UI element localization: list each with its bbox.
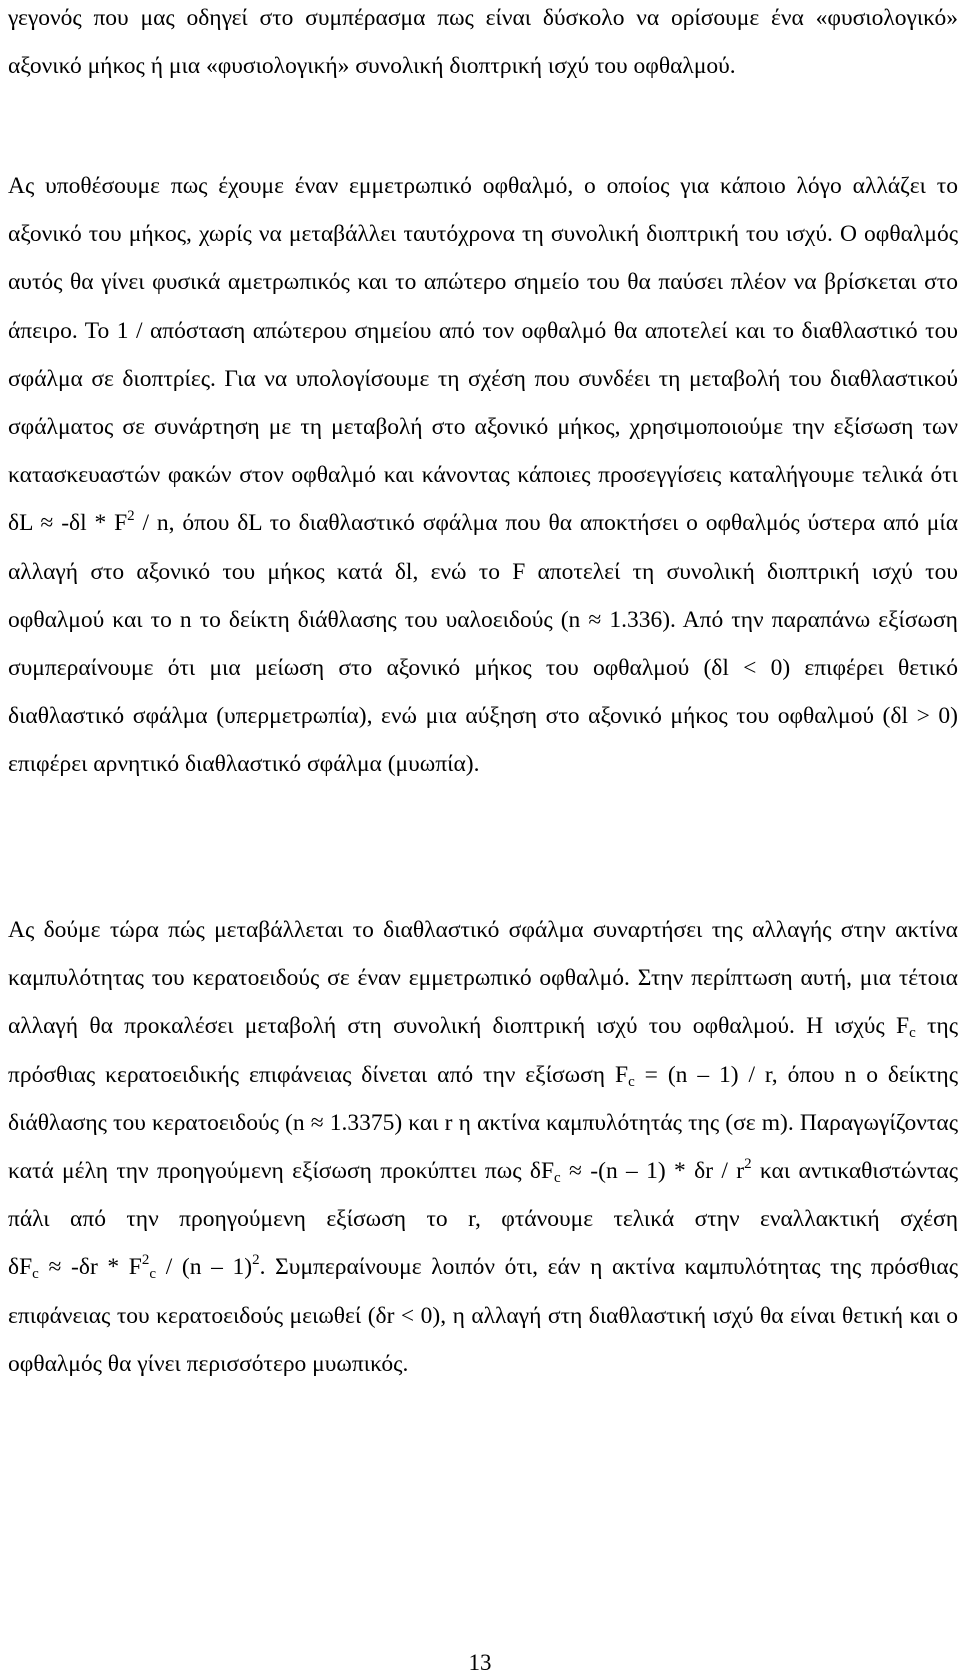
symbol-dF: δF (529, 1158, 555, 1185)
paragraph-2 (8, 162, 958, 789)
paragraph-3-text-d: 1.3375) και r η ακτίνα καμπυλότητάς της (σε m). Παραγωγίζοντας κατά μέλη την προηγούμενη εξίσωση προκύπτει πως (8, 1109, 958, 1185)
index-value: 1.336). (609, 606, 676, 633)
superscript: 2 (744, 1156, 752, 1173)
paragraph-3-text-e: και αντικαθιστώντας πάλι από την προηγούμενη εξίσωση το r, φτάνουμε τελικά στην εναλλακτική σχέση (8, 1158, 959, 1233)
paragraph-3-text-a: Ας δούμε τώρα πώς μεταβάλλεται το διαθλαστικό σφάλμα συναρτήσει της αλλαγής στην ακτίνα καμπυλότητας του κερατοειδούς σε έναν εμμετρωπικό οφθαλμό. Στην περίπτωση αυτή, μια τέτοια αλλαγή θα προκαλέσει μεταβολή στη συνολική διοπτρική ισχύ του οφθαλμού. Η ισχύς (8, 917, 958, 1040)
equation-axial-length (8, 510, 175, 536)
paragraph-3-text-f: Συμπεραίνουμε λοιπόν ότι, εάν η ακτίνα καμπυλότητας της πρόσθιας επιφάνειας του κερατοειδούς μειωθεί (δr < 0), η αλλαγή στη διαθλαστική ισχύ θα είναι θετική και ο οφθαλμός θα γίνει περισσότερο μυωπικός. (8, 1254, 959, 1377)
refractive-index-value (561, 607, 676, 633)
superscript: 2 (127, 508, 135, 525)
page-number: 13 (468, 1650, 492, 1675)
paragraph-2-text-c: Από την παραπάνω εξίσωση συμπεραίνουμε ότι μια μείωση στο αξονικό μήκος του οφθαλμού (δl < 0) επιφέρει θετικό διαθλαστικό σφάλμα (υπερμετρωπία), ενώ μια αύξηση στο αξονικό μήκος του οφθαλμού (δl > 0) επιφέρει αρνητικό διαθλαστικό σφάλμα (μυωπία). (8, 606, 958, 778)
equation-rhs: = (n – 1) / r, (644, 1061, 778, 1088)
equation-tail: / n, (142, 510, 175, 537)
paragraph-1-text: γεγονός που μας οδηγεί στο συμπέρασμα πως είναι δύσκολο να ορίσουμε ένα «φυσιολογικό» αξονικό μήκος ή μια «φυσιολογική» συνολική διοπτρική ισχύ του οφθαλμού. (8, 5, 958, 80)
paragraph-2-text-a: Ας υποθέσουμε πως έχουμε έναν εμμετρωπικό οφθαλμό, ο οποίος για κάποιο λόγο αλλάζει το αξονικό του μήκος, χωρίς να μεταβάλλει ταυτόχρονα τη συνολική διοπτρική του ισχύ. Ο οφθαλμός αυτός θα γίνει φυσικά αμετρωπικός και το απώτερο σημείο του θα παύσει πλέον να βρίσκεται στο άπειρο. Το 1 / απόσταση απώτερου σημείου από τον οφθαλμό θα αποτελεί και το διαθλαστικό του σφάλμα σε διοπτρίες. Για να υπολογίσουμε τη σχέση που συνδέει τη μεταβολή του διαθλαστικού σφάλματος σε συνάρτηση με τη μεταβολή στο αξονικό μήκος, χρησιμοποιούμε την εξίσωση των κατασκευαστών φακών στον οφθαλμό και κάνοντας κάποιες προσεγγίσεις καταλήγουμε τελικά ότι (8, 173, 958, 489)
subscript: c (554, 1170, 561, 1187)
approx-symbol: ≈ (40, 510, 54, 537)
equation-alternative (8, 1252, 266, 1283)
equation-rhs-b: / (n – 1) (165, 1254, 253, 1281)
superscript: 2 (141, 1252, 150, 1269)
index-label: (n (560, 606, 581, 633)
paragraph-2-text-b: όπου δL το διαθλαστικό σφάλμα που θα αποκτήσει ο οφθαλμός ύστερα από μία αλλαγή στο αξονικό του μήκος κατά δl, ενώ το F αποτελεί τη συνολική διοπτρική ισχύ του οφθαλμού και το n το δείκτη διάθλασης του υαλοειδούς (8, 510, 959, 633)
symbol-F: F (895, 1013, 910, 1040)
equation-rhs: -(n – 1) * δr / r (590, 1158, 745, 1185)
approx-symbol: ≈ (588, 606, 602, 633)
paragraph-3 (8, 906, 958, 1388)
paragraph-1 (8, 0, 958, 90)
subscript: c (32, 1266, 39, 1283)
equation-end: . (259, 1254, 266, 1281)
paragraph-3-text-b: της πρόσθιας κερατοειδικής επιφάνειας δίνεται από την εξίσωση (8, 1013, 959, 1088)
approx-symbol: ≈ (310, 1109, 324, 1136)
subscript: c (149, 1266, 157, 1283)
equation-rhs-a: -δr * F (71, 1254, 142, 1281)
equation-derivative (529, 1156, 752, 1187)
subscript: c (628, 1073, 635, 1090)
equation-corneal-power (615, 1062, 778, 1088)
equation-rhs: -δl * F (61, 510, 128, 537)
symbol-Fc (895, 1013, 916, 1042)
approx-symbol: ≈ (48, 1254, 62, 1281)
paragraph-3-text-c: όπου n ο δείκτης διάθλασης του κερατοειδούς (n (8, 1061, 959, 1136)
equation-lhs: δL (8, 510, 33, 537)
superscript: 2 (252, 1252, 260, 1269)
approx-symbol: ≈ (569, 1158, 582, 1185)
subscript: c (909, 1025, 916, 1042)
symbol-dF: δF (8, 1254, 33, 1281)
symbol-F: F (614, 1061, 629, 1088)
